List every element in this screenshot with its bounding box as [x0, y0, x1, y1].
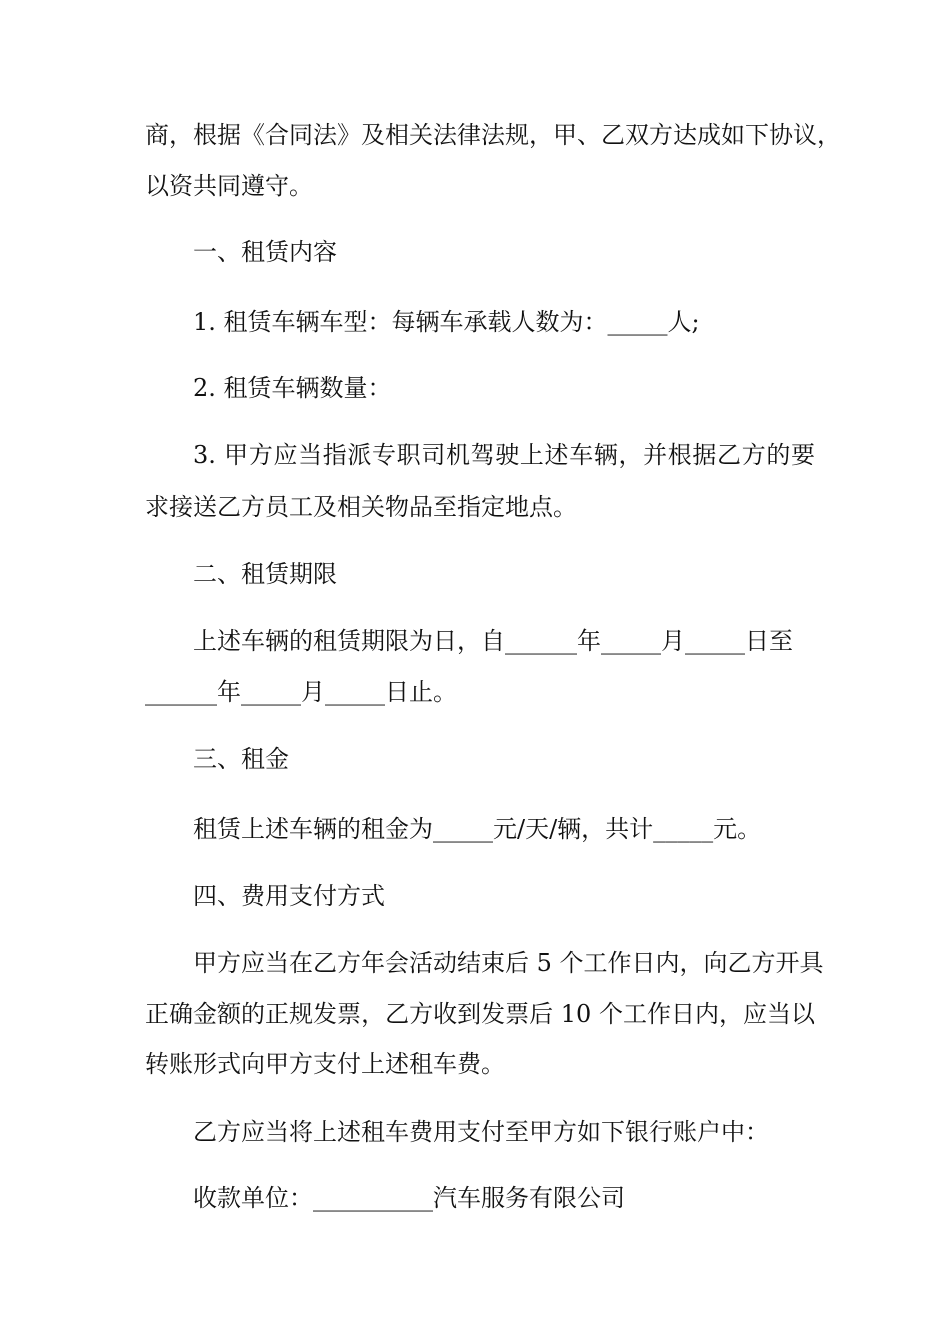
payment-line-2: 正确金额的正规发票，乙方收到发票后 10 个工作日内，应当以 — [145, 1000, 815, 1028]
payee-unit-line: 收款单位：__________汽车服务有限公司 — [193, 1184, 625, 1212]
section-heading-payment-method: 四、费用支付方式 — [193, 882, 385, 910]
section-heading-rental-term: 二、租赁期限 — [193, 560, 337, 588]
clause-vehicle-type: 1. 租赁车辆车型：每辆车承载人数为：_____人; — [193, 308, 700, 336]
clause-driver-line-1: 3. 甲方应当指派专职司机驾驶上述车辆，并根据乙方的要 — [193, 441, 815, 469]
bank-account-intro: 乙方应当将上述租车费用支付至甲方如下银行账户中： — [193, 1118, 769, 1146]
payment-line-3: 转账形式向甲方支付上述租车费。 — [145, 1050, 505, 1078]
payment-line-1: 甲方应当在乙方年会活动结束后 5 个工作日内，向乙方开具 — [193, 949, 824, 977]
clause-driver-line-2: 求接送乙方员工及相关物品至指定地点。 — [145, 493, 577, 521]
paragraph-line-preamble-1: 商，根据《合同法》及相关法律法规，甲、乙双方达成如下协议， — [145, 121, 841, 149]
rental-term-line-1: 上述车辆的租赁期限为日，自______年_____月_____日至 — [193, 627, 793, 655]
clause-vehicle-count: 2. 租赁车辆数量： — [193, 374, 392, 402]
rent-amount-line: 租赁上述车辆的租金为_____元/天/辆，共计_____元。 — [193, 815, 762, 843]
rental-term-line-2: ______年_____月_____日止。 — [145, 678, 457, 706]
section-heading-rent: 三、租金 — [193, 745, 289, 773]
section-heading-rental-content: 一、租赁内容 — [193, 238, 337, 266]
paragraph-line-preamble-2: 以资共同遵守。 — [145, 172, 313, 200]
